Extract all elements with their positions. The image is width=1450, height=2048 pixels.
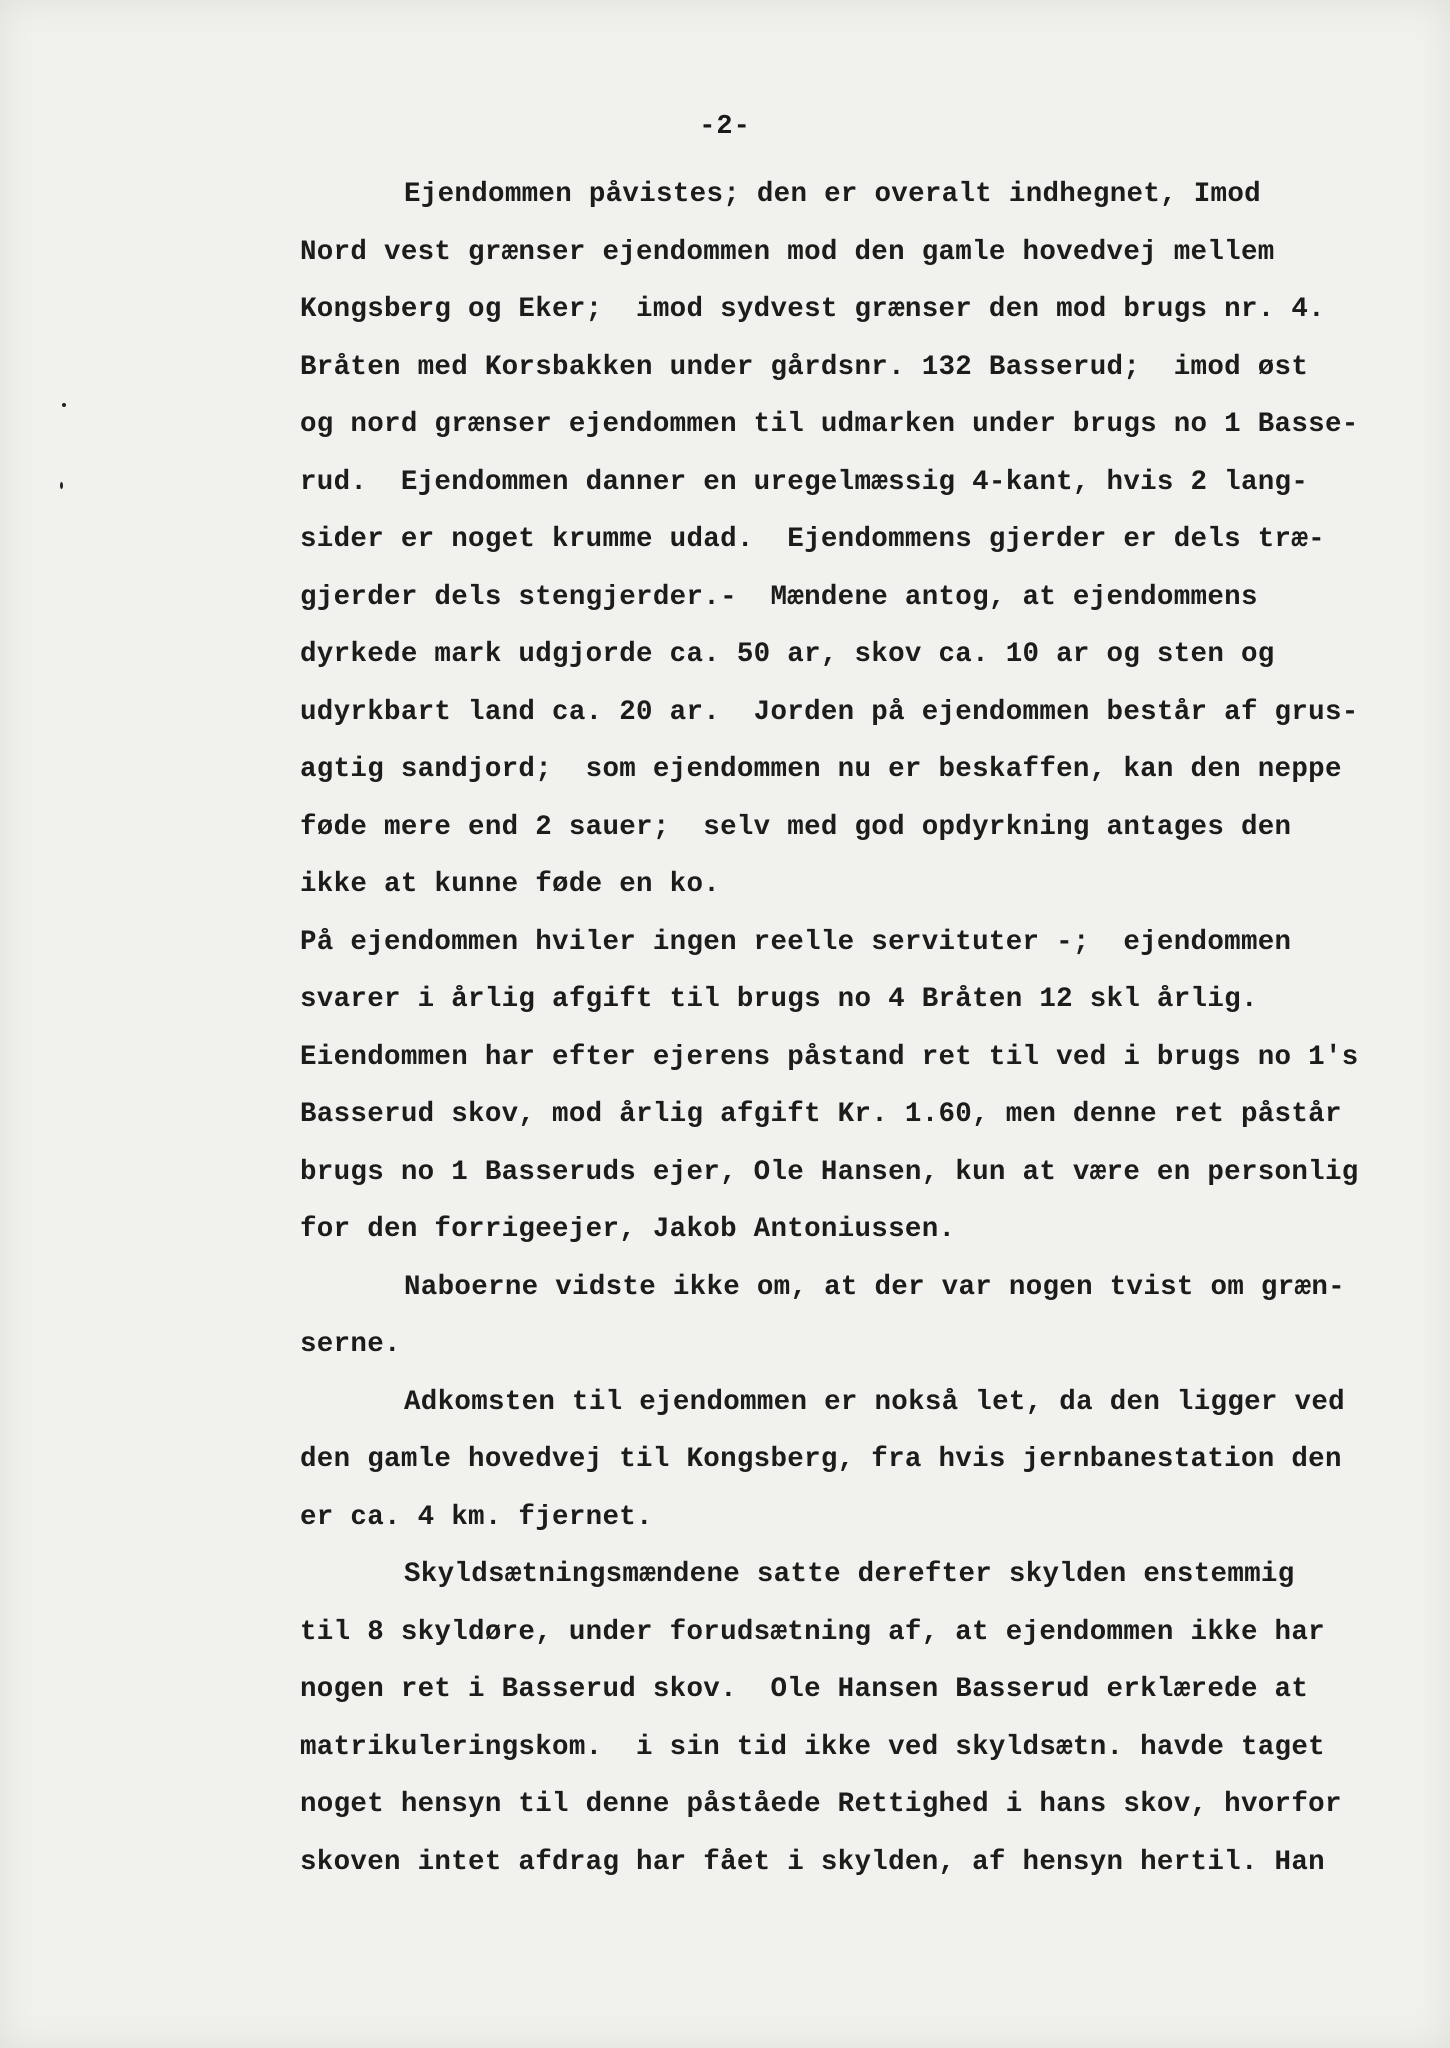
text-line: for den forrigeejer, Jakob Antoniussen. [300, 1214, 956, 1245]
text-line: nogen ret i Basserud skov. Ole Hansen Basserud erklærede at [300, 1674, 1309, 1705]
text-line: svarer i årlig afgift til brugs no 4 Bråten 12 skl årlig. [300, 984, 1258, 1015]
text-line: sider er noget krumme udad. Ejendommens gjerder er dels træ- [300, 524, 1325, 555]
text-line: matrikuleringskom. i sin tid ikke ved skyldsætn. havde taget [300, 1731, 1325, 1763]
text-line: På ejendommen hviler ingen reelle servituter -; ejendommen [300, 926, 1292, 958]
page-number: -2- [699, 112, 751, 142]
text-line: Ejendommen påvistes; den er overalt indhegnet, Imod [404, 179, 1261, 210]
text-line: Bråten med Korsbakken under gårdsnr. 132 Basserud; imod øst [300, 351, 1309, 383]
text-line: serne. [300, 1329, 401, 1360]
text-line: dyrkede mark udgjorde ca. 50 ar, skov ca. 10 ar og sten og [300, 639, 1275, 670]
text-line: den gamle hovedvej til Kongsberg, fra hvis jernbanestation den [300, 1444, 1342, 1475]
text-line: føde mere end 2 sauer; selv med god opdyrkning antages den [300, 811, 1292, 843]
text-line: gjerder dels stengjerder.- Mændene antog, at ejendommens [300, 581, 1258, 613]
text-line: Adkomsten til ejendommen er nokså let, da den ligger ved [404, 1386, 1345, 1418]
text-line: brugs no 1 Basseruds ejer, Ole Hansen, kun at være en personlig [300, 1156, 1359, 1188]
margin-mark [62, 403, 66, 407]
text-line: ikke at kunne føde en ko. [300, 869, 721, 900]
text-line: agtig sandjord; som ejendommen nu er beskaffen, kan den neppe [300, 754, 1342, 785]
text-line: er ca. 4 km. fjernet. [300, 1501, 653, 1533]
text-line: Basserud skov, mod årlig afgift Kr. 1.60, men denne ret påstår [300, 1099, 1342, 1130]
text-line: Naboerne vidste ikke om, at der var nogen tvist om græn- [404, 1271, 1345, 1303]
text-line: Skyldsætningsmændene satte derefter skylden enstemmig [404, 1559, 1295, 1590]
text-line: skoven intet afdrag har fået i skylden, af hensyn hertil. Han [300, 1846, 1325, 1878]
document-body [300, 166, 1410, 1891]
text-line: og nord grænser ejendommen til udmarken under brugs no 1 Basse- [300, 409, 1359, 440]
text-line: udyrkbart land ca. 20 ar. Jorden på ejendommen består af grus- [300, 696, 1359, 728]
text-line: Kongsberg og Eker; imod sydvest grænser den mod brugs nr. 4. [300, 294, 1325, 325]
text-line: rud. Ejendommen danner en uregelmæssig 4-kant, hvis 2 lang- [300, 466, 1309, 498]
text-line: til 8 skyldøre, under forudsætning af, at ejendommen ikke har [300, 1616, 1325, 1648]
text-line: Nord vest grænser ejendommen mod den gamle hovedvej mellem [300, 236, 1275, 268]
text-line: Eiendommen har efter ejerens påstand ret til ved i brugs no 1's [300, 1041, 1359, 1073]
margin-mark [60, 482, 63, 489]
text-line: noget hensyn til denne påståede Rettighed i hans skov, hvorfor [300, 1789, 1342, 1820]
